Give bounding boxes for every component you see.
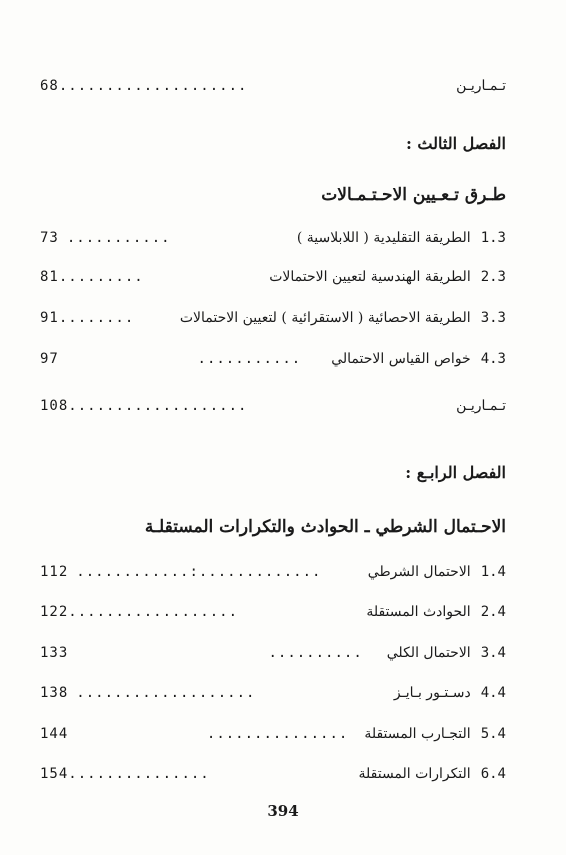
toc-dots: ..................: [68, 604, 239, 620]
toc-page: 112: [40, 564, 69, 580]
toc-entry: [40, 766, 506, 782]
toc-entry: [40, 645, 506, 661]
toc-page: 108: [40, 398, 69, 414]
toc-page: 91: [40, 310, 59, 326]
toc-entry: [40, 604, 506, 620]
toc-number: 6.4: [480, 766, 506, 782]
toc-entry: [40, 269, 506, 285]
toc-number: 3.3: [480, 310, 506, 326]
toc-entry: [40, 310, 506, 326]
toc-entry-exercises: [40, 398, 506, 414]
toc-title: الطريقة الهندسية لتعيين الاحتمالات: [269, 269, 471, 285]
toc-page: 97: [40, 351, 59, 367]
toc-entry: [40, 726, 506, 742]
toc-page: 144: [40, 726, 69, 742]
toc-dots: ...................: [68, 398, 248, 414]
toc-page: 68: [40, 78, 59, 94]
toc-dots: ...............: [206, 726, 349, 742]
toc-dots: ...................: [76, 685, 256, 701]
toc-entry: [40, 685, 506, 701]
toc-dots: ........: [58, 310, 135, 326]
chapter-label: الفصل الثالث :: [405, 134, 506, 153]
toc-dots: ...........: [66, 230, 171, 246]
chapter-heading: طـرق تـعـيين الاحـتـمـالات: [321, 185, 506, 205]
toc-entry: [40, 351, 506, 367]
toc-number: 1.3: [480, 230, 506, 246]
toc-title: تـمـاريـن: [456, 398, 506, 414]
toc-title: دسـتـور بـايـز: [393, 685, 471, 701]
toc-page: 81: [40, 269, 59, 285]
toc-title: الاحتمال الشرطي: [367, 564, 471, 580]
toc-number: 1.4: [480, 564, 506, 580]
toc-page: 154: [40, 766, 69, 782]
toc-entry-exercises: [40, 78, 506, 94]
toc-dots: ...........: [197, 351, 302, 367]
toc-title: التجـارب المستقلة: [364, 726, 471, 742]
toc-page: 138: [40, 685, 69, 701]
toc-dots: ............:.............: [76, 564, 322, 580]
toc-title: خواص القياس الاحتمالي: [331, 351, 471, 367]
toc-dots: .........: [58, 269, 144, 285]
toc-dots: ...............: [68, 766, 210, 782]
toc-entry: [40, 564, 506, 580]
toc-title: الاحتمال الكلي: [386, 645, 471, 661]
toc-number: 5.4: [480, 726, 506, 742]
toc-number: 4.3: [480, 351, 506, 367]
toc-page: 122: [40, 604, 69, 620]
toc-dots: ....................: [58, 78, 248, 94]
toc-number: 2.4: [480, 604, 506, 620]
toc-number: 2.3: [480, 269, 506, 285]
toc-title: تـمـاريـن: [456, 78, 506, 94]
toc-page: 73: [40, 230, 59, 246]
toc-title: التكرارات المستقلة: [358, 766, 471, 782]
chapter-label: الفصل الرابـع :: [405, 463, 506, 482]
page-number: 394: [267, 802, 299, 820]
toc-dots: ..........: [268, 645, 363, 661]
toc-title: الطريقة الاحصائية ( الاستقرائية ) لتعيين الاحتمالات: [179, 310, 471, 326]
toc-title: الطريقة التقليدية ( اللابلاسية ): [296, 230, 471, 246]
toc-page: 133: [40, 645, 69, 661]
toc-title: الحوادث المستقلة: [366, 604, 471, 620]
toc-entry: [40, 230, 506, 246]
toc-number: 4.4: [480, 685, 506, 701]
toc-number: 3.4: [480, 645, 506, 661]
chapter-heading: الاحـتمال الشرطي ـ الحوادث والتكرارات المستقلـة: [144, 517, 506, 537]
